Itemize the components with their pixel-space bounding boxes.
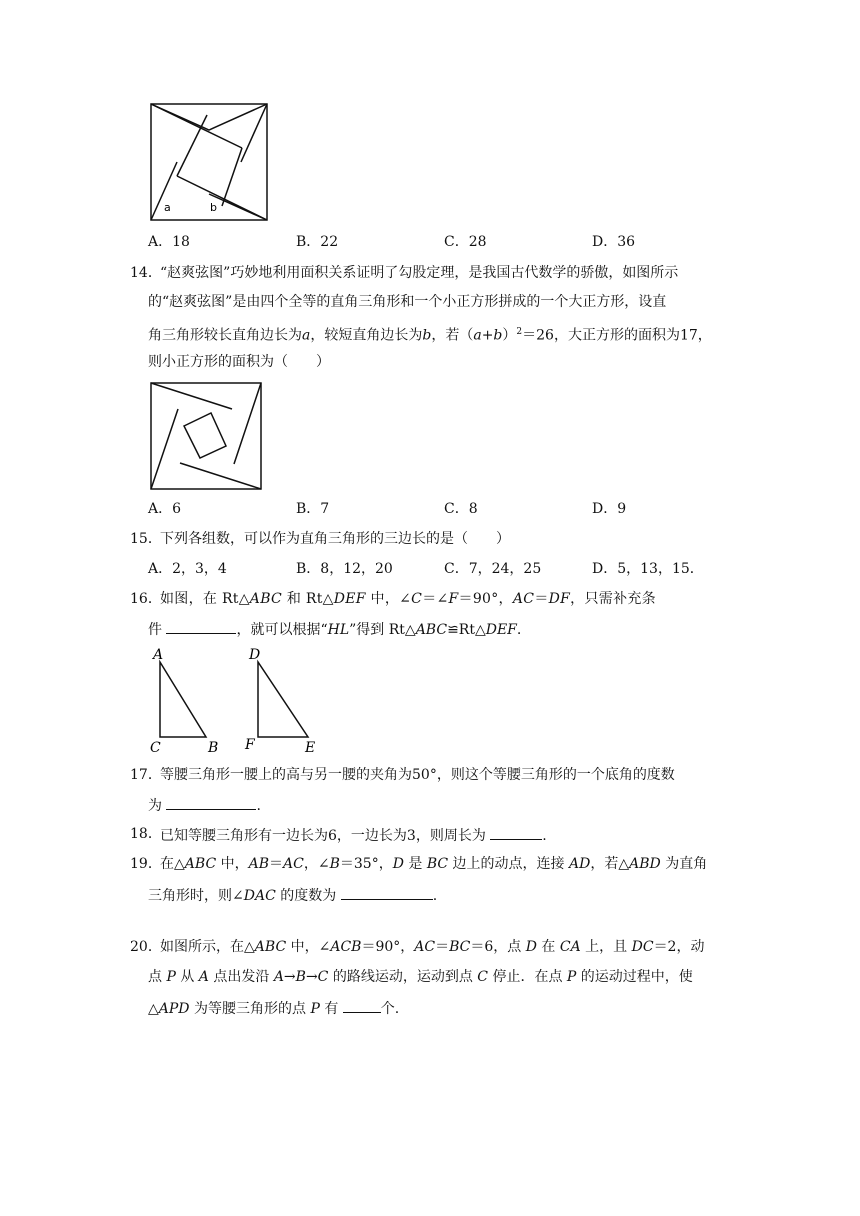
triangle-def xyxy=(258,662,308,737)
q13-option-b[interactable]: B．22 xyxy=(296,234,339,250)
q13-option-a[interactable]: A．18 xyxy=(148,234,190,250)
q18-text: 已知等腰三角形有一边长为6，一边长为3，则周长为 . xyxy=(160,825,547,845)
q15-option-b[interactable]: B．8，12，20 xyxy=(296,561,393,577)
q14-option-c[interactable]: C．8 xyxy=(444,501,478,517)
q19-answer-blank[interactable] xyxy=(341,885,433,900)
q14-outer-square xyxy=(151,383,261,489)
q19-line-1: 在△ABC 中，AB＝AC，∠B＝35°，D 是 BC 边上的动点，连接 AD，若△ABD 为直角 xyxy=(160,856,708,872)
label-F: F xyxy=(245,737,255,753)
q19-line-2: 三角形时，则∠DAC 的度数为 . xyxy=(148,885,437,905)
q14-figure xyxy=(150,382,262,490)
q14-line-2: 的“赵爽弦图”是由四个全等的直角三角形和一个小正方形拼成的一个大正方形，设直 xyxy=(148,294,667,310)
label-D: D xyxy=(249,647,261,663)
q13-inner-lines xyxy=(151,104,267,130)
q14-number: 14． xyxy=(130,265,162,281)
q13-option-d[interactable]: D．36 xyxy=(592,234,636,250)
q14-option-a[interactable]: A．6 xyxy=(148,501,182,517)
q17-line-2: 为 . xyxy=(148,795,261,815)
q16-answer-blank[interactable] xyxy=(166,619,236,634)
triangle-abc xyxy=(160,662,206,737)
q13-label-a: a xyxy=(164,201,171,214)
q14-line-1: “赵爽弦图”巧妙地利用面积关系证明了勾股定理，是我国古代数学的骄傲，如图所示 xyxy=(160,265,679,281)
q16-line-2: 件 ，就可以根据“HL”得到 Rt△ABC≌Rt△DEF. xyxy=(148,619,521,639)
q20-number: 20． xyxy=(130,939,162,955)
q19-number: 19． xyxy=(130,856,162,872)
q14-option-b[interactable]: B．7 xyxy=(296,501,330,517)
q17-line-1: 等腰三角形一腰上的高与另一腰的夹角为50°，则这个等腰三角形的一个底角的度数 xyxy=(160,767,675,783)
label-A: A xyxy=(153,647,164,663)
q14-line-3: 角三角形较长直角边长为a，较短直角边长为b，若$(a+b)^2=26$，大正方形的面积为17， xyxy=(148,327,712,344)
q13-inner-square xyxy=(177,130,241,194)
q14-option-d[interactable]: D．9 xyxy=(592,501,627,517)
q20-line-1: 如图所示，在△ABC 中，∠ACB＝90°，AC＝BC＝6，点 D 在 CA 上，且 DC＝2，动 xyxy=(160,939,705,955)
q16-number: 16． xyxy=(130,591,162,607)
q14-line-4: 则小正方形的面积为（ ） xyxy=(148,354,330,370)
q13-option-c[interactable]: C．28 xyxy=(444,234,487,250)
q16-line-1: 如图，在 Rt△ABC 和 Rt△DEF 中，∠C＝∠F＝90°，AC＝DF，只需补充条 xyxy=(160,591,656,607)
q14-inner-square xyxy=(184,413,226,458)
q20-line-3: △APD 为等腰三角形的点 P 有 个. xyxy=(148,998,399,1018)
q20-answer-blank[interactable] xyxy=(343,998,381,1013)
q20-line-2: 点 P 从 A 点出发沿 A→B→C 的路线运动，运动到点 C 停止．在点 P 的运动过程中，使 xyxy=(148,969,693,985)
q18-answer-blank[interactable] xyxy=(490,825,542,840)
label-C: C xyxy=(150,740,161,756)
q17-number: 17． xyxy=(130,767,162,783)
label-E: E xyxy=(305,740,316,756)
q15-number: 15． xyxy=(130,531,162,547)
q15-option-c[interactable]: C．7，24，25 xyxy=(444,561,542,577)
q16-figure xyxy=(148,645,328,755)
label-B: B xyxy=(208,740,219,756)
q18-number: 18． xyxy=(130,826,162,842)
q15-text: 下列各组数，可以作为直角三角形的三边长的是（ ） xyxy=(160,531,510,547)
q13-label-b: b xyxy=(210,201,217,214)
q15-option-d[interactable]: D．5，13，15． xyxy=(592,561,704,577)
q17-answer-blank[interactable] xyxy=(166,795,256,810)
q13-figure xyxy=(150,103,270,223)
q15-option-a[interactable]: A．2，3，4 xyxy=(148,561,227,577)
